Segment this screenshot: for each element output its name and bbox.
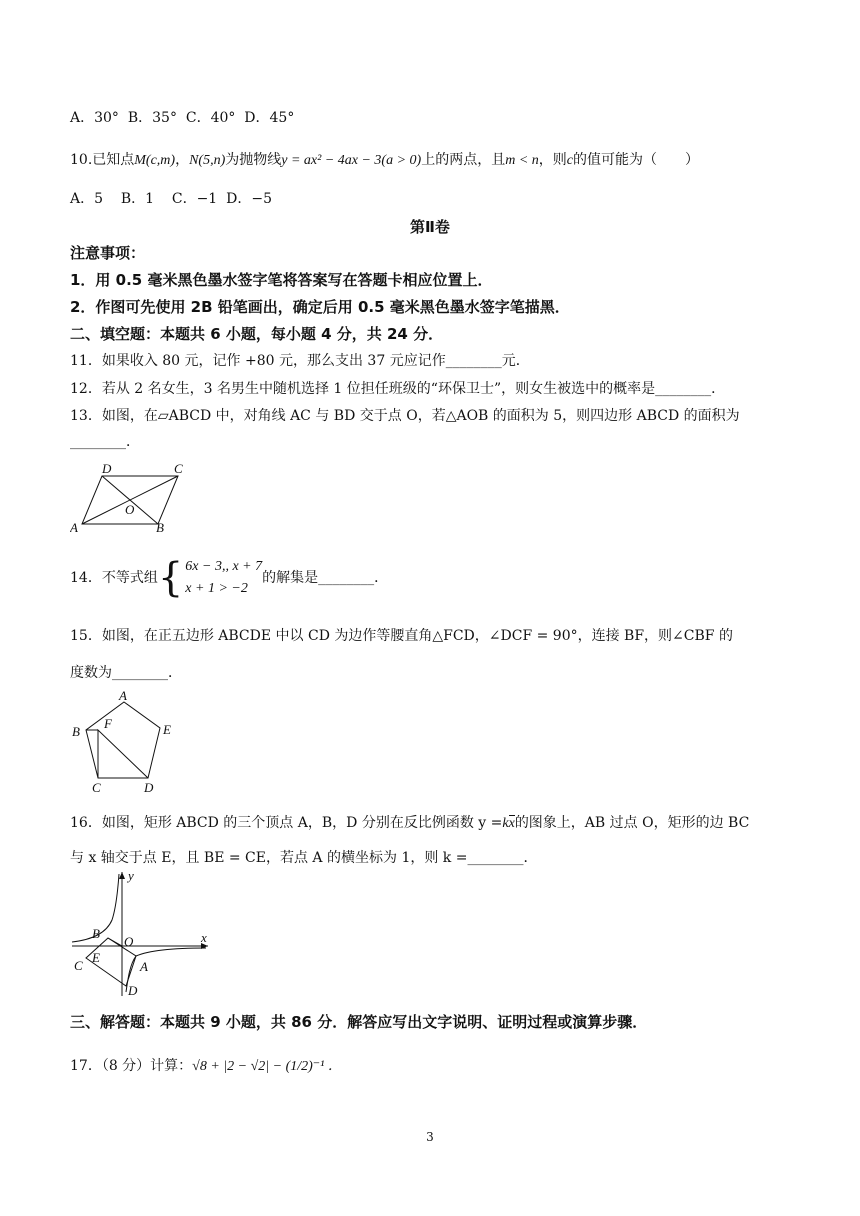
q15-label-b: B (72, 724, 80, 739)
q16-text-b: 的图象上，AB 过点 O，矩形的边 BC (514, 815, 750, 831)
q14-row1: 6x − 3,, x + 7 (185, 559, 263, 574)
q16-frac-den: x (508, 815, 515, 831)
q10-sep: ， (175, 152, 190, 168)
q13-label-a: A (70, 520, 78, 534)
q16-label-a: A (140, 959, 148, 974)
q15-label-c: C (92, 780, 101, 795)
q10-text: 已知点 (92, 152, 135, 168)
q15-label-e: E (163, 722, 171, 737)
q15-line2: 度数为________． (70, 665, 182, 681)
q15-label-f: F (104, 716, 112, 731)
q17 (70, 1056, 342, 1077)
notice-item-1: 1．用 0.5 毫米黑色墨水签字笔将答案写在答题卡相应位置上． (70, 271, 493, 289)
section-title: 第Ⅱ卷 (410, 218, 450, 236)
q16-line2: 与 x 轴交于点 E，且 BE = CE，若点 A 的横坐标为 1，则 k =________． (70, 850, 538, 866)
q9-option-b: B．35° (127, 110, 177, 126)
q16-label-c: C (74, 958, 83, 973)
q9-options (70, 108, 294, 128)
q10-parabola: y = ax² − 4ax − 3(a > 0) (281, 153, 422, 168)
q14-system (185, 556, 262, 600)
q10-number: 10. (70, 152, 93, 168)
q10-point-n: N(5,n) (189, 153, 226, 168)
q15-label-a: A (119, 688, 127, 703)
q14-row2: x + 1 > −2 (185, 581, 248, 596)
q13-line1: 13．如图，在▱ABCD 中，对角线 AC 与 BD 交于点 O，若△AOB 的面积为 5，则四边形 ABCD 的面积为 (70, 408, 740, 424)
q13-line2: ________． (70, 434, 140, 450)
q10-options (70, 189, 272, 209)
q9-option-a: A．30° (70, 110, 119, 126)
part3-title: 三、解答题：本题共 9 小题，共 86 分．解答应写出文字说明、证明过程或演算步骤． (70, 1013, 648, 1031)
part2-title: 二、填空题：本题共 6 小题，每小题 4 分，共 24 分． (70, 325, 444, 343)
q15-pentagon-figure (70, 688, 182, 796)
q16-fraction (502, 815, 514, 832)
q16-line1 (70, 806, 749, 840)
q17-prefix: 17．（8 分）计算： (70, 1058, 193, 1074)
q10-text-after2: ，则 (538, 152, 567, 168)
q16-label-x: x (201, 930, 207, 945)
q10-text-mid: 为抛物线 (225, 152, 282, 168)
q10-option-b: B．1 (120, 191, 155, 207)
q16-label-d: D (128, 983, 138, 998)
q10-text-tail: 的值可能为（ ） (572, 152, 699, 168)
q14-suffix: 的解集是________． (262, 570, 389, 586)
q11: 11．如果收入 80 元，记作 +80 元，那么支出 37 元应记作________元． (70, 353, 530, 369)
q16-hyperbola-figure (70, 868, 215, 1000)
q14-prefix: 14．不等式组 (70, 570, 158, 586)
q16-label-b: B (92, 926, 100, 941)
notice-title: 注意事项： (70, 244, 146, 262)
q10-condition: m < n (505, 153, 539, 168)
q16-frac-num: k (502, 815, 509, 831)
q13-label-c: C (174, 462, 183, 476)
q10-text-after: 上的两点，且 (421, 152, 506, 168)
q12: 12．若从 2 名女生，3 名男生中随机选择 1 位担任班级的“环保卫士”，则女生被选中的概率是________． (70, 381, 726, 397)
q9-option-d: D．45° (244, 110, 295, 126)
q10-var-c: c (566, 153, 573, 168)
q13-label-b: B (156, 520, 164, 534)
q10-option-d: D．−5 (226, 191, 272, 207)
q13-label-o: O (125, 502, 135, 517)
q14 (70, 556, 388, 600)
q10-option-a: A．5 (70, 191, 104, 207)
q14-brace: { (157, 555, 184, 601)
q16-text-a: 16．如图，矩形 ABCD 的三个顶点 A，B，D 分别在反比例函数 y = (70, 815, 503, 831)
q9-option-c: C．40° (185, 110, 236, 126)
q13-parallelogram-figure (70, 462, 190, 534)
q16-label-e: E (92, 950, 100, 965)
q16-label-o: O (124, 934, 134, 949)
q13-label-d: D (102, 462, 112, 476)
notice-item-2: 2．作图可先使用 2B 铅笔画出，确定后用 0.5 毫米黑色墨水签字笔描黑． (70, 298, 570, 316)
page-number: 3 (426, 1130, 434, 1144)
q15-line1: 15．如图，在正五边形 ABCDE 中以 CD 为边作等腰直角△FCD，∠DCF = 90°，连接 BF，则∠CBF 的 (70, 628, 733, 644)
q10-point-m: M(c,m) (134, 153, 176, 168)
q17-expression: √8 + |2 − √2| − (1/2)⁻¹ ． (192, 1059, 342, 1074)
q10-stem (70, 150, 699, 171)
q16-label-y: y (128, 868, 134, 883)
q15-label-d: D (144, 780, 154, 795)
q10-option-c: C．−1 (171, 191, 218, 207)
